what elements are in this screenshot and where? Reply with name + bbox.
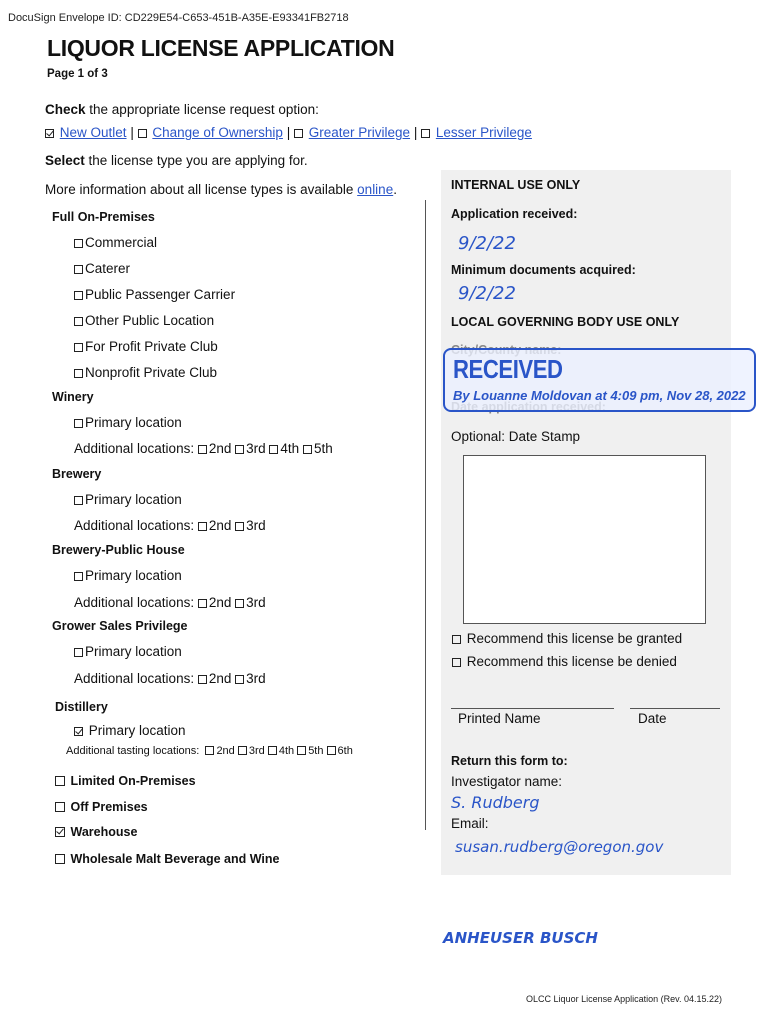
email-label: Email: <box>451 816 489 831</box>
investigator-value[interactable]: S. Rudberg <box>451 793 540 812</box>
brewpub-additional-locations: Additional locations: 2nd 3rd <box>74 595 266 610</box>
printed-name-label: Printed Name <box>458 711 541 726</box>
brewpub-primary-location[interactable]: Primary location <box>74 568 182 583</box>
checkbox-4th[interactable] <box>268 746 277 755</box>
printed-name-line <box>451 708 614 709</box>
distillery-primary-location[interactable]: Primary location <box>74 723 186 738</box>
internal-use-heading: INTERNAL USE ONLY <box>451 178 581 192</box>
more-info-end: . <box>393 182 397 197</box>
option-change-ownership[interactable]: Change of Ownership <box>152 125 283 140</box>
local-governing-heading: LOCAL GOVERNING BODY USE ONLY <box>451 315 680 329</box>
checkbox-2nd[interactable] <box>198 599 207 608</box>
app-received-label: Application received: <box>451 207 578 221</box>
checkbox-distillery-primary[interactable] <box>74 727 83 736</box>
checkbox-change-ownership[interactable] <box>138 129 147 138</box>
checkbox-2nd[interactable] <box>205 746 214 755</box>
checkbox-greater-privilege[interactable] <box>294 129 303 138</box>
footer-revision: OLCC Liquor License Application (Rev. 04.15.22) <box>526 994 722 1004</box>
app-received-value[interactable]: 9/2/22 <box>458 233 516 254</box>
heading-full-on-premises: Full On-Premises <box>52 210 155 224</box>
company-name[interactable]: ANHEUSER BUSCH <box>443 929 598 947</box>
checkbox-3rd[interactable] <box>235 599 244 608</box>
checkbox-6th[interactable] <box>327 746 336 755</box>
option-off-premises[interactable]: Off Premises <box>55 800 148 814</box>
date-line <box>630 708 720 709</box>
investigator-label: Investigator name: <box>451 774 563 789</box>
option-limited-on-premises[interactable]: Limited On-Premises <box>55 774 196 788</box>
checkbox-3rd[interactable] <box>235 675 244 684</box>
heading-distillery: Distillery <box>55 700 108 714</box>
page-number: Page 1 of 3 <box>47 68 108 80</box>
recommend-denied[interactable]: Recommend this license be denied <box>452 654 677 669</box>
envelope-id: DocuSign Envelope ID: CD229E54-C653-451B-A35E-E93341FB2718 <box>8 12 349 24</box>
separator: | <box>413 125 418 140</box>
checkbox-3rd[interactable] <box>235 445 244 454</box>
select-instruction <box>45 153 308 168</box>
distillery-tasting-locations: Additional tasting locations: 2nd 3rd 4th 5th 6th <box>66 745 353 757</box>
winery-primary-location[interactable]: Primary location <box>74 415 182 430</box>
checkbox-2nd[interactable] <box>198 522 207 531</box>
heading-brewery-public-house: Brewery-Public House <box>52 543 185 557</box>
option-other-public-location[interactable]: Other Public Location <box>74 313 214 328</box>
winery-additional-locations: Additional locations: 2nd 3rd 4th 5th <box>74 441 333 456</box>
grower-primary-location[interactable]: Primary location <box>74 644 182 659</box>
stamp-title: RECEIVED <box>453 354 563 384</box>
return-form-heading: Return this form to: <box>451 754 568 768</box>
option-new-outlet[interactable]: New Outlet <box>59 125 127 140</box>
heading-brewery: Brewery <box>52 467 102 481</box>
date-stamp-box[interactable] <box>463 455 706 624</box>
checkbox-2nd[interactable] <box>198 675 207 684</box>
grower-additional-locations: Additional locations: 2nd 3rd <box>74 671 266 686</box>
checkbox-3rd[interactable] <box>238 746 247 755</box>
option-nonprofit-private-club[interactable]: Nonprofit Private Club <box>74 365 217 380</box>
email-value[interactable]: susan.rudberg@oregon.gov <box>455 838 664 856</box>
checkbox-5th[interactable] <box>303 445 312 454</box>
date-label: Date <box>638 711 667 726</box>
check-instruction <box>45 102 319 117</box>
select-rest: the license type you are applying for. <box>84 153 308 168</box>
brewery-primary-location[interactable]: Primary location <box>74 492 182 507</box>
checkbox-5th[interactable] <box>297 746 306 755</box>
min-docs-value[interactable]: 9/2/22 <box>458 283 516 304</box>
brewery-additional-locations: Additional locations: 2nd 3rd <box>74 518 266 533</box>
check-bold: Check <box>45 102 86 117</box>
checkbox-lesser-privilege[interactable] <box>421 129 430 138</box>
min-docs-label: Minimum documents acquired: <box>451 263 636 277</box>
stamp-by: By Louanne Moldovan at 4:09 pm, Nov 28, 2022 <box>453 388 746 403</box>
checkbox-2nd[interactable] <box>198 445 207 454</box>
option-caterer[interactable]: Caterer <box>74 261 130 276</box>
separator: | <box>286 125 291 140</box>
checkbox-new-outlet[interactable] <box>45 129 54 138</box>
option-public-passenger-carrier[interactable]: Public Passenger Carrier <box>74 287 235 302</box>
select-bold: Select <box>45 153 85 168</box>
option-greater-privilege[interactable]: Greater Privilege <box>308 125 411 140</box>
option-wholesale-malt-beverage[interactable]: Wholesale Malt Beverage and Wine <box>55 852 279 866</box>
option-lesser-privilege[interactable]: Lesser Privilege <box>435 125 532 140</box>
online-link[interactable]: online <box>357 182 394 197</box>
check-rest: the appropriate license request option: <box>85 102 319 117</box>
heading-grower-sales: Grower Sales Privilege <box>52 619 188 633</box>
received-stamp <box>443 348 756 412</box>
heading-winery: Winery <box>52 390 94 404</box>
option-warehouse[interactable]: Warehouse <box>55 825 137 839</box>
more-info <box>45 182 397 197</box>
column-divider <box>425 200 426 830</box>
page-title: LIQUOR LICENSE APPLICATION <box>47 35 395 61</box>
option-for-profit-private-club[interactable]: For Profit Private Club <box>74 339 218 354</box>
recommend-granted[interactable]: Recommend this license be granted <box>452 631 682 646</box>
more-info-text: More information about all license types is available <box>45 182 358 197</box>
optional-date-stamp-label: Optional: Date Stamp <box>451 429 581 444</box>
checkbox-4th[interactable] <box>269 445 278 454</box>
separator: | <box>130 125 134 140</box>
checkbox-3rd[interactable] <box>235 522 244 531</box>
license-request-options <box>45 125 532 140</box>
option-commercial[interactable]: Commercial <box>74 235 157 250</box>
